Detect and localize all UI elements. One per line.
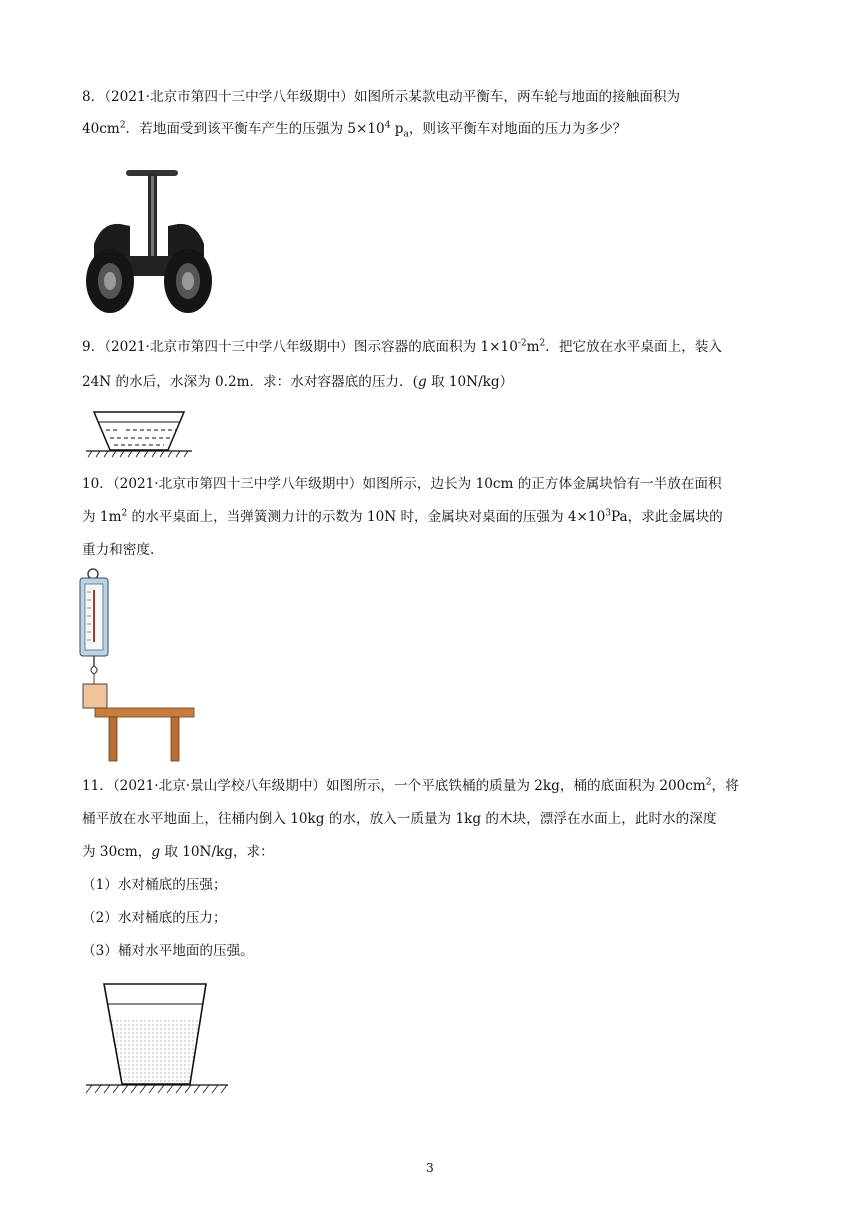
container-figure [84, 408, 194, 458]
q11-sub-3: （3）桶对水平地面的压强。 [82, 943, 254, 959]
q10-line-2: 为 $1m^2$ 的水平桌面上，当弹簧测力计的示数为 10N 时，金属块对桌面的压强为 $4\times 10^3Pa$，求此金属块的 [82, 508, 723, 525]
q11-line-3: 为 30cm，g 取 10N/kg，求： [82, 844, 274, 860]
q10-line-3: 重力和密度. [82, 542, 155, 558]
bucket-figure [84, 980, 230, 1096]
q11-sub-1: （1）水对桶底的压强； [82, 877, 227, 893]
q9-line-2: 24N 的水后，水深为 0.2m．求：水对容器底的压力．(g 取 10N/kg） [82, 374, 514, 390]
q8-line-1: 8．（2021·北京市第四十三中学八年级期中）如图所示某款电动平衡车，两车轮与地面的接触面积为 [82, 89, 681, 105]
q11-sub-2: （2）水对桶底的压力； [82, 910, 227, 926]
balance-scooter-figure [84, 164, 214, 316]
q11-line-1: 11．（2021·北京·景山学校八年级期中）如图所示，一个平底铁桶的质量为 2kg，桶的底面积为 $200cm^2$，将 [82, 777, 739, 794]
spring-scale-table-figure [78, 568, 202, 764]
q8-line-2: $40cm^2$．若地面受到该平衡车产生的压强为 $5\times 10^4$ $p_a$，则该平衡车对地面的压力为多少？ [82, 120, 627, 140]
q9-line-1: 9．（2021·北京市第四十三中学八年级期中）图示容器的底面积为 $1\times 10^{-2}m^2$．把它放在水平桌面上，装入 [82, 338, 722, 355]
page-number: 3 [426, 1161, 434, 1175]
q10-line-1: 10．（2021·北京市第四十三中学八年级期中）如图所示，边长为 10cm 的正方体金属块恰有一半放在面积 [82, 476, 722, 492]
q11-line-2: 桶平放在水平地面上，往桶内倒入 10kg 的水，放入一质量为 1kg 的木块，漂浮在水面上，此时水的深度 [82, 811, 717, 827]
